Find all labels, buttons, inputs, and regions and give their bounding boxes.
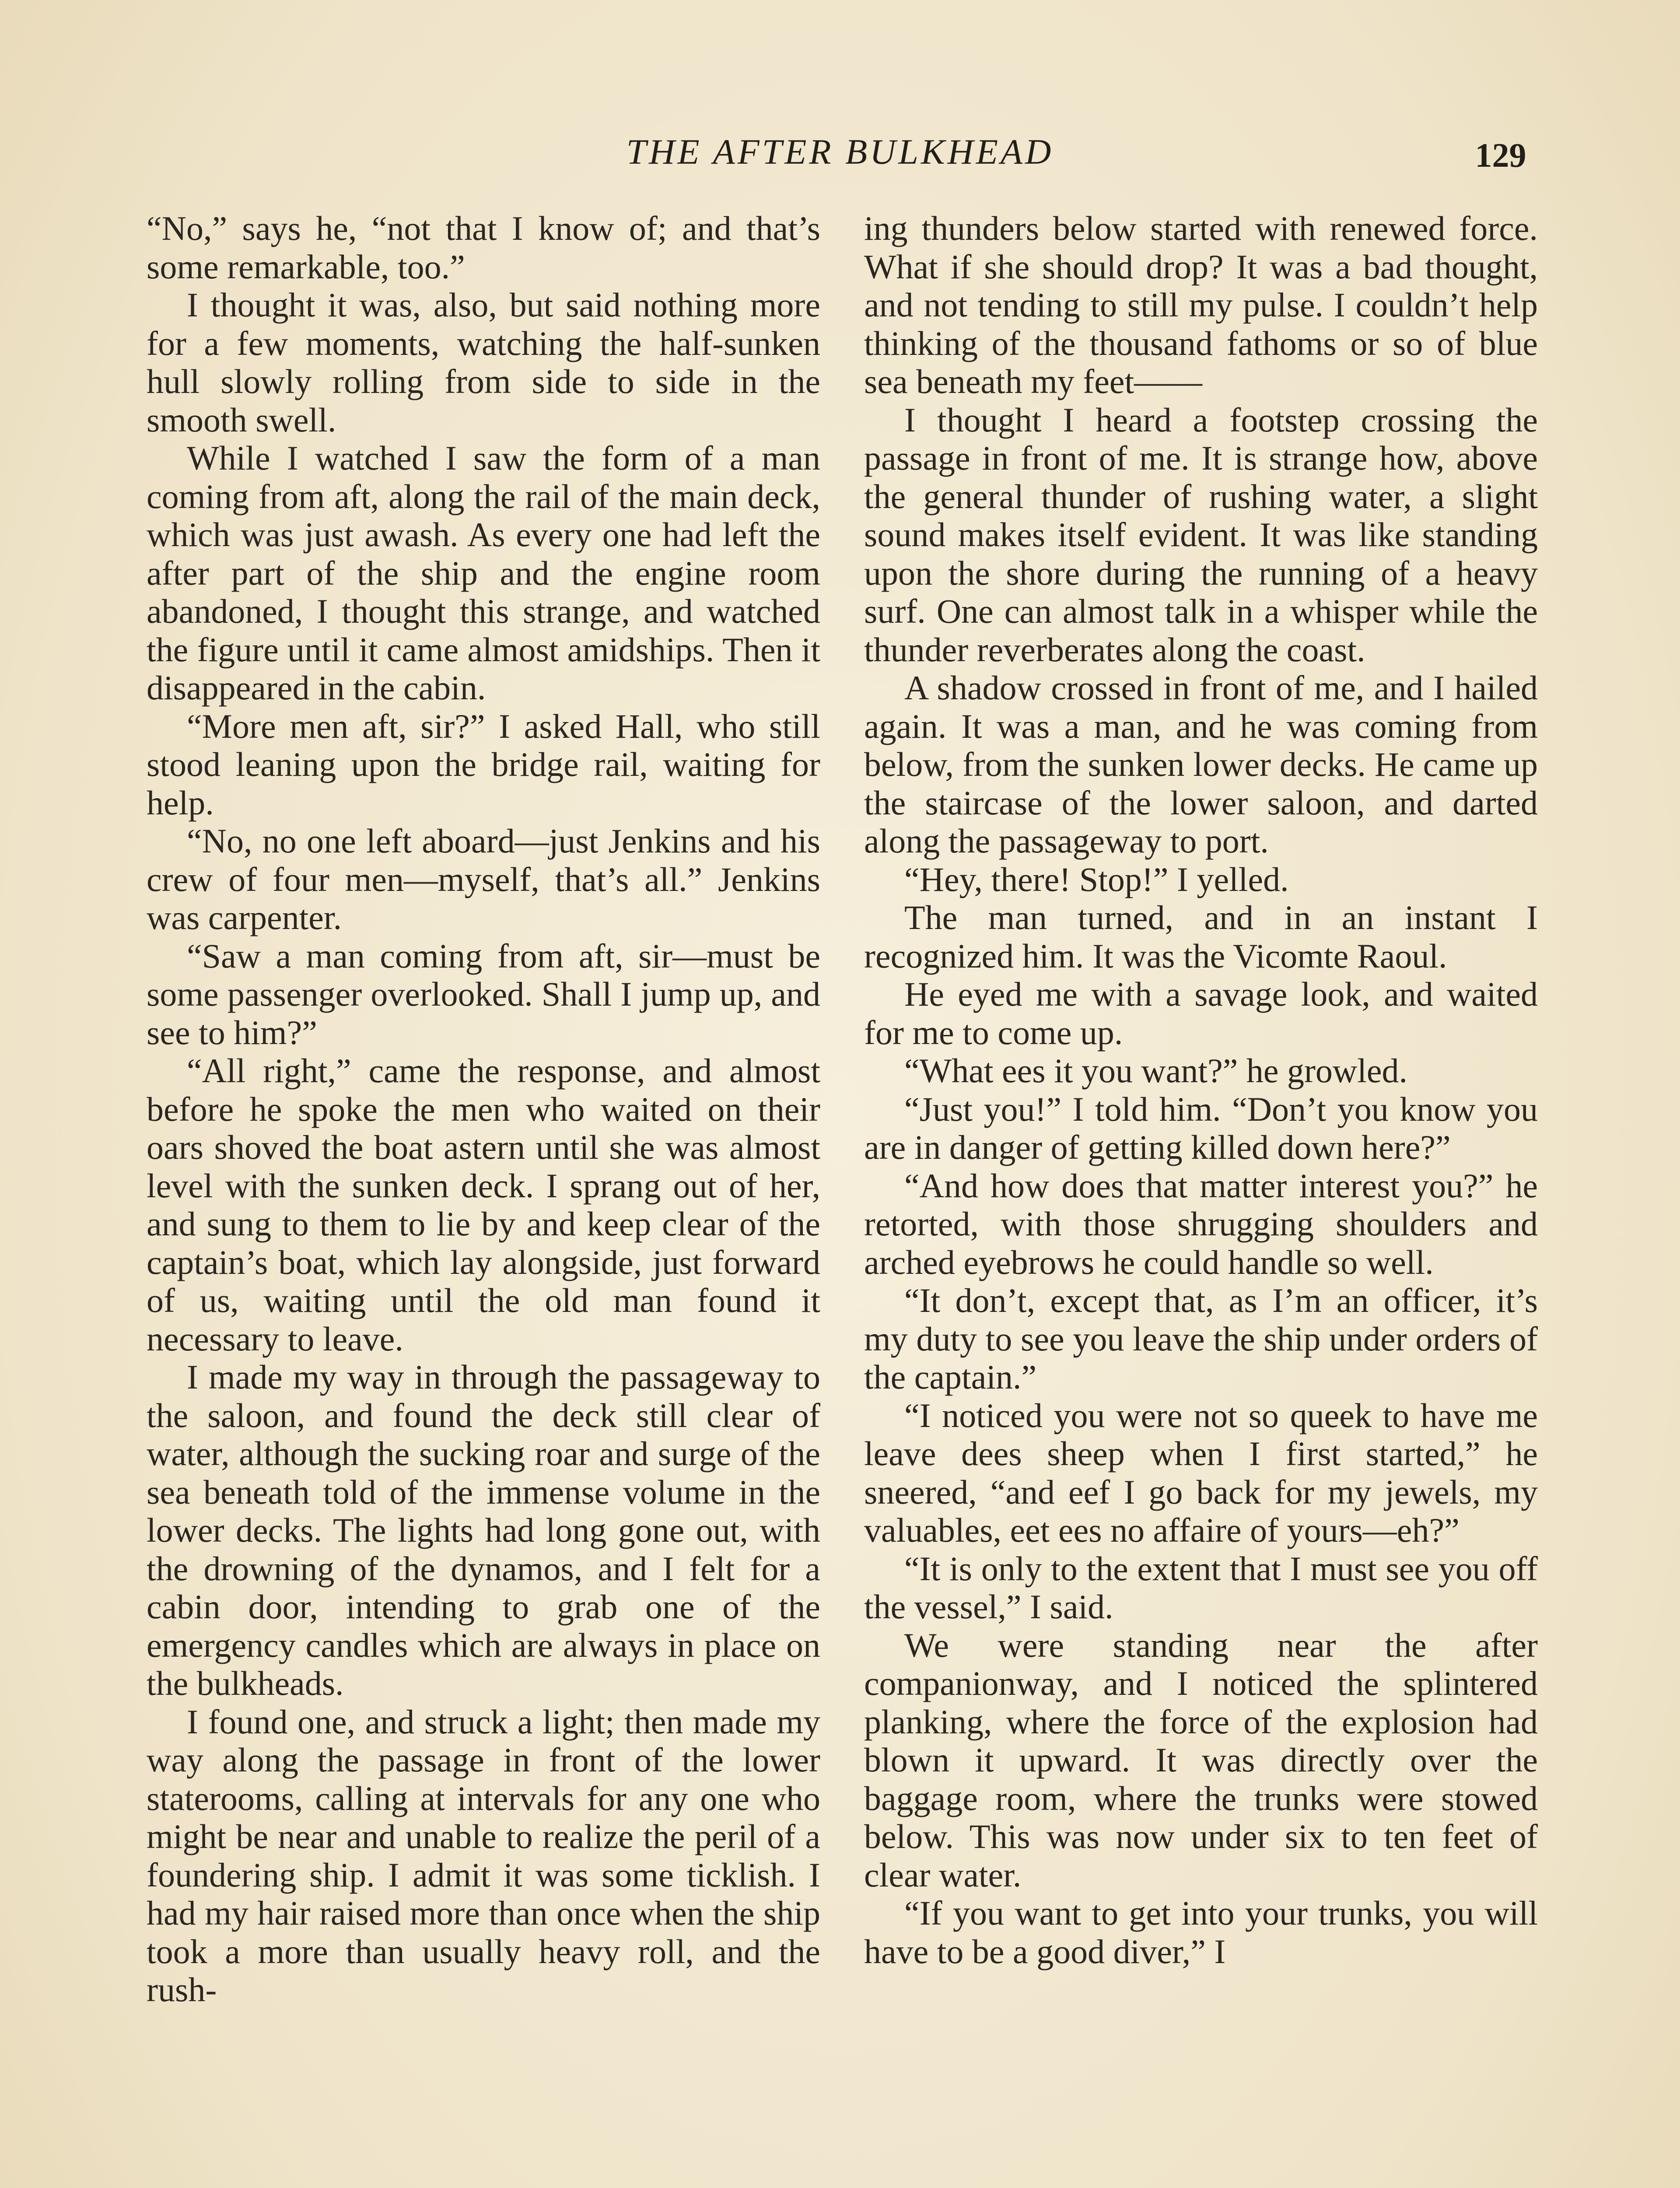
- paragraph: I made my way in through the passageway to the saloon, and found the deck still clear of water, although the sucking roar and surge of the sea beneath told of the immense volume in the lower decks. The lights had long gone out, with the drowning of the dynamos, and I felt for a cabin door, intending to grab one of the emergency candles which are always in place on the bulkheads.: [147, 1358, 820, 1702]
- page-number: 129: [1475, 136, 1526, 174]
- paragraph: ing thunders below started with renewed force. What if she should drop? It was a bad thought, and not tending to still my pulse. I couldn’t help thinking of the thousand fathoms or so of blue sea beneath my feet——: [864, 209, 1538, 400]
- right-text-column: [864, 209, 1538, 1971]
- paragraph: We were standing near the after companionway, and I noticed the splintered planking, where the force of the explosion had blown it upward. It was directly over the baggage room, where the trunks were stowed below. This was now under six to ten feet of clear water.: [864, 1626, 1538, 1894]
- paragraph: “What ees it you want?” he growled.: [904, 1052, 1408, 1090]
- paragraph: He eyed me with a savage look, and waited for me to come up.: [864, 975, 1538, 1052]
- paragraph: While I watched I saw the form of a man coming from aft, along the rail of the main deck, which was just awash. As every one had left the after part of the ship and the engine room abandoned, I thought this strange, and watched the figure until it came almost amidships. Then it disappeared in the cabin.: [147, 439, 820, 707]
- paragraph: “If you want to get into your trunks, you will have to be a good diver,” I: [864, 1894, 1538, 1971]
- paragraph: “Just you!” I told him. “Don’t you know you are in danger of getting killed down here?”: [864, 1090, 1538, 1166]
- paragraph: “Saw a man coming from aft, sir—must be some passenger overlooked. Shall I jump up, and see to him?”: [147, 936, 820, 1052]
- paragraph: I thought I heard a footstep crossing the passage in front of me. It is strange how, above the general thunder of rushing water, a slight sound makes itself evident. It was like standing upon the shore during the running of a heavy surf. One can almost talk in a whisper while the thunder reverberates along the coast.: [864, 400, 1538, 669]
- running-title: THE AFTER BULKHEAD: [626, 132, 1054, 172]
- paragraph: I thought it was, also, but said nothing more for a few moments, watching the half-sunken hull slowly rolling from side to side in the smooth swell.: [147, 286, 820, 439]
- paragraph: “All right,” came the response, and almost before he spoke the men who waited on their oars shoved the boat astern until she was almost level with the sunken deck. I sprang out of her, and sung to them to lie by and keep clear of the captain’s boat, which lay alongside, just forward of us, waiting until the old man found it necessary to leave.: [147, 1052, 820, 1358]
- paragraph: I found one, and struck a light; then made my way along the passage in front of the lower staterooms, calling at intervals for any one who might be near and unable to realize the peril of a foundering ship. I admit it was some ticklish. I had my hair raised more than once when the ship took a more than usually heavy roll, and the rush-: [147, 1702, 820, 2009]
- paragraph: “More men aft, sir?” I asked Hall, who still stood leaning upon the bridge rail, waiting for help.: [147, 707, 820, 822]
- paragraph: “Hey, there! Stop!” I yelled.: [904, 860, 1289, 898]
- paragraph: A shadow crossed in front of me, and I hailed again. It was a man, and he was coming from below, from the sunken lower decks. He came up the staircase of the lower saloon, and darted along the passageway to port.: [864, 669, 1538, 860]
- paragraph: “I noticed you were not so queek to have me leave dees sheep when I first started,” he sneered, “and eef I go back for my jewels, my valuables, eet ees no affaire of yours—eh?”: [864, 1396, 1538, 1549]
- paragraph: “It don’t, except that, as I’m an officer, it’s my duty to see you leave the ship under orders of the captain.”: [864, 1281, 1538, 1396]
- paragraph: “It is only to the extent that I must see you off the vessel,” I said.: [864, 1549, 1538, 1626]
- left-text-column: [147, 209, 820, 2009]
- paragraph: “No,” says he, “not that I know of; and that’s some remarkable, too.”: [147, 209, 820, 286]
- paragraph: “No, no one left aboard—just Jenkins and his crew of four men—myself, that’s all.” Jenkins was carpenter.: [147, 822, 820, 936]
- paragraph: “And how does that matter interest you?” he retorted, with those shrugging shoulders and arched eyebrows he could handle so well.: [864, 1166, 1538, 1281]
- paragraph: The man turned, and in an instant I recognized him. It was the Vicomte Raoul.: [864, 898, 1538, 975]
